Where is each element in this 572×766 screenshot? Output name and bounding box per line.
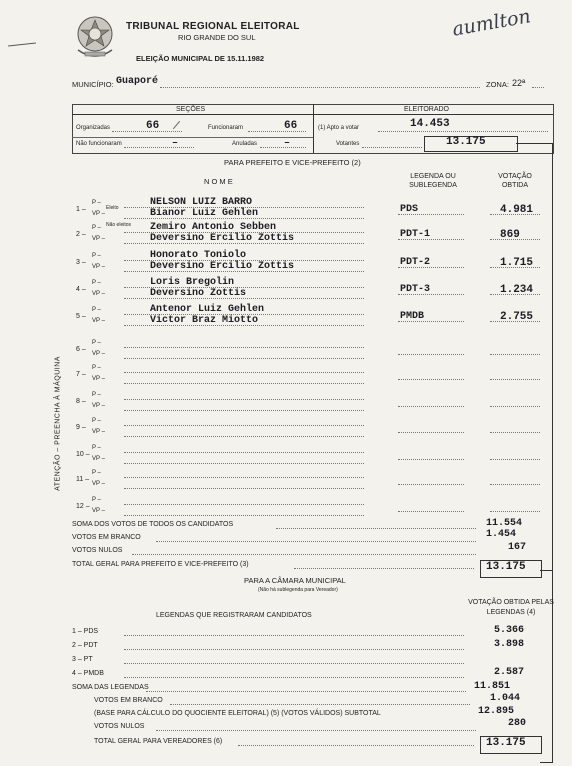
camara-total-value: 13.175 xyxy=(486,737,526,749)
camara-total-dots xyxy=(238,745,474,746)
col-legendas: LEGENDAS QUE REGISTRARAM CANDIDATOS xyxy=(156,612,312,619)
apto-dots xyxy=(378,131,548,132)
vp-label: VP – xyxy=(92,264,105,270)
p-label: P – xyxy=(92,307,101,313)
vp-label: VP – xyxy=(92,236,105,242)
zona-dots xyxy=(532,87,544,88)
votos-value: 2.755 xyxy=(500,311,534,323)
bracket-vereador xyxy=(540,762,552,763)
prefeito-total-label: TOTAL GERAL PARA PREFEITO E VICE-PREFEITO (3) xyxy=(72,561,249,568)
camara-nulos-label: VOTOS NULOS xyxy=(94,723,145,730)
legenda-dots xyxy=(398,459,464,460)
camara-soma-value: 11.851 xyxy=(474,681,511,692)
nao-funcionaram-dots xyxy=(124,147,194,148)
legenda-value: PDT-3 xyxy=(400,284,431,295)
nao-funcionaram-label: Não funcionaram xyxy=(76,141,122,147)
vp-label: VP – xyxy=(92,403,105,409)
candidate-row-number: 6 – xyxy=(76,346,86,353)
p-label: P – xyxy=(92,253,101,259)
votantes-dots xyxy=(362,147,422,148)
votos-dots xyxy=(490,432,540,433)
anuladas-value: – xyxy=(284,138,291,149)
camara-nulos-value: 280 xyxy=(508,718,527,729)
p-label: P – xyxy=(92,365,101,371)
camara-soma-dots xyxy=(146,691,466,692)
legenda-value: PDT-1 xyxy=(400,229,431,240)
camara-legenda-label: 4 – PMDB xyxy=(72,670,104,677)
tribunal-subtitle: RIO GRANDE DO SUL xyxy=(178,33,256,42)
funcionaram-dots xyxy=(248,131,306,132)
vp-dots xyxy=(124,410,364,411)
candidate-row-number: 7 – xyxy=(76,371,86,378)
secoes-row-rule xyxy=(72,137,313,138)
table-divider xyxy=(313,104,314,153)
votos-value: 1.715 xyxy=(500,257,534,269)
vp-label: VP – xyxy=(92,376,105,382)
vp-label: VP – xyxy=(92,429,105,435)
legenda-value: PDT-2 xyxy=(400,257,431,268)
apto-label: (1) Apto a votar xyxy=(318,125,360,131)
vp-dots xyxy=(124,463,364,464)
camara-base-value: 12.895 xyxy=(478,706,515,717)
candidate-row-number: 8 – xyxy=(76,398,86,405)
margin-mark xyxy=(8,43,36,47)
prefeito-soma-value: 11.554 xyxy=(486,518,523,529)
camara-soma-label: SOMA DAS LEGENDAS xyxy=(72,684,149,691)
nao-eleitos-label: Não eleitos xyxy=(106,222,132,228)
prefeito-total-value: 13.175 xyxy=(486,561,526,573)
vp-label: VP – xyxy=(92,456,105,462)
anuladas-label: Anuladas xyxy=(232,141,258,147)
col-votacao: VOTAÇÃO OBTIDA xyxy=(498,173,532,189)
vp-label: VP – xyxy=(92,291,105,297)
vp-label: VP – xyxy=(92,481,105,487)
camara-legenda-label: 3 – PT xyxy=(72,656,93,663)
candidate-row-number: 9 – xyxy=(76,424,86,431)
prefeito-candidate-name: Loris Bregolin xyxy=(150,277,235,288)
votos-dots xyxy=(490,459,540,460)
prefeito-candidate-name: Honorato Toniolo xyxy=(150,250,247,261)
prefeito-candidate-name: Zemiro Antonio Sebben xyxy=(150,222,277,233)
candidate-row-number: 5 – xyxy=(76,313,86,320)
apto-value: 14.453 xyxy=(410,118,450,130)
side-instruction: ATENÇÃO – PREENCHA À MÁQUINA xyxy=(54,356,62,491)
camara-legenda-label: 1 – PDS xyxy=(72,628,99,635)
camara-legenda-dots xyxy=(124,663,464,664)
camara-title: PARA A CÂMARA MUNICIPAL xyxy=(244,576,346,585)
col-nome: N O M E xyxy=(204,177,233,186)
candidate-row-number: 3 – xyxy=(76,259,86,266)
p-label: P – xyxy=(92,497,101,503)
vice-candidate-name: Deversino Zottis xyxy=(150,288,247,299)
vice-candidate-name: Victor Braz Miotto xyxy=(150,315,259,326)
p-dots xyxy=(124,425,364,426)
camara-legenda-votos: 2.587 xyxy=(494,667,525,678)
vp-dots xyxy=(124,383,364,384)
candidate-row-number: 11 – xyxy=(76,476,90,483)
prefeito-nulos-value: 167 xyxy=(508,542,527,553)
municipio-dots xyxy=(160,87,480,88)
eleito-label: Eleito xyxy=(106,205,119,211)
camara-total-label: TOTAL GERAL PARA VEREADORES (6) xyxy=(94,738,223,745)
camara-legenda-dots xyxy=(124,649,464,650)
coat-of-arms-emblem xyxy=(72,12,118,62)
votos-value: 1.234 xyxy=(500,284,534,296)
p-label: P – xyxy=(92,280,101,286)
vp-label: VP – xyxy=(92,508,105,514)
vp-dots xyxy=(124,358,364,359)
tribunal-title: TRIBUNAL REGIONAL ELEITORAL xyxy=(126,21,300,32)
camara-legenda-votos: 5.366 xyxy=(494,625,525,636)
bracket-vertical xyxy=(552,143,553,763)
legenda-dots xyxy=(398,406,464,407)
vp-label: VP – xyxy=(92,351,105,357)
prefeito-soma-label: SOMA DOS VOTOS DE TODOS OS CANDIDATOS xyxy=(72,521,234,528)
legenda-dots xyxy=(398,484,464,485)
p-dots xyxy=(124,452,364,453)
candidate-row-number: 12 – xyxy=(76,503,90,510)
p-dots xyxy=(124,504,364,505)
p-label: P – xyxy=(92,200,101,206)
camara-brancos-dots xyxy=(170,704,470,705)
nao-funcionaram-value: – xyxy=(172,138,179,149)
anuladas-dots xyxy=(260,147,306,148)
p-label: P – xyxy=(92,418,101,424)
organizadas-value: 66 xyxy=(146,120,160,132)
prefeito-title: PARA PREFEITO E VICE-PREFEITO (2) xyxy=(224,158,361,167)
legenda-value: PDS xyxy=(400,204,419,215)
legenda-dots xyxy=(398,354,464,355)
col-legenda: LEGENDA OU SUBLEGENDA xyxy=(409,173,457,189)
prefeito-nulos-label: VOTOS NULOS xyxy=(72,547,123,554)
signature: aumlton xyxy=(450,5,533,41)
votos-value: 869 xyxy=(500,229,520,241)
p-dots xyxy=(124,372,364,373)
camara-nulos-dots xyxy=(156,730,476,731)
candidate-row-number: 10 – xyxy=(76,451,90,458)
p-dots xyxy=(124,347,364,348)
prefeito-candidate-name: Antenor Luiz Gehlen xyxy=(150,304,265,315)
p-label: P – xyxy=(92,392,101,398)
election-title: ELEIÇÃO MUNICIPAL DE 15.11.1982 xyxy=(136,54,265,63)
funcionaram-label: Funcionaram xyxy=(208,125,244,131)
candidate-row-number: 2 – xyxy=(76,231,86,238)
camara-legenda-votos: 3.898 xyxy=(494,639,525,650)
prefeito-candidate-name: NELSON LUIZ BARRO xyxy=(150,197,253,208)
funcionaram-value: 66 xyxy=(284,120,298,132)
eleitorado-title: ELEITORADO xyxy=(404,106,449,113)
vp-dots xyxy=(124,436,364,437)
votos-dots xyxy=(490,484,540,485)
bracket-top xyxy=(516,143,552,144)
votos-value: 4.981 xyxy=(500,204,534,216)
vp-dots xyxy=(124,488,364,489)
camara-note: (Não há sublegenda para Vereador) xyxy=(258,587,338,593)
vp-label: VP – xyxy=(92,318,105,324)
camara-legenda-dots xyxy=(124,677,464,678)
p-dots xyxy=(124,399,364,400)
p-label: P – xyxy=(92,225,101,231)
votos-dots xyxy=(490,511,540,512)
vp-dots xyxy=(124,515,364,516)
vp-label: VP – xyxy=(92,211,105,217)
votantes-value: 13.175 xyxy=(446,136,486,148)
votantes-label: Votantes xyxy=(336,141,360,147)
camara-legenda-label: 2 – PDT xyxy=(72,642,98,649)
p-label: P – xyxy=(92,470,101,476)
prefeito-nulos-dots xyxy=(132,554,476,555)
candidate-row-number: 1 – xyxy=(76,206,86,213)
votos-dots xyxy=(490,406,540,407)
legenda-value: PMDB xyxy=(400,311,425,322)
p-label: P – xyxy=(92,340,101,346)
candidate-row-number: 4 – xyxy=(76,286,86,293)
camara-legenda-dots xyxy=(124,635,464,636)
legenda-dots xyxy=(398,511,464,512)
prefeito-brancos-label: VOTOS EM BRANCO xyxy=(72,534,141,541)
prefeito-soma-dots xyxy=(276,528,476,529)
col-votacao-legendas: VOTAÇÃO OBTIDA PELAS LEGENDAS (4) xyxy=(468,599,554,616)
p-dots xyxy=(124,477,364,478)
vice-candidate-name: Deversino Ercilio Zottis xyxy=(150,233,295,244)
votos-dots xyxy=(490,354,540,355)
municipio-value: Guaporé xyxy=(116,76,159,87)
votos-dots xyxy=(490,379,540,380)
zona-label: ZONA: xyxy=(486,80,509,89)
secoes-title: SEÇÕES xyxy=(176,106,206,113)
zona-value: 22ª xyxy=(512,78,526,88)
prefeito-brancos-dots xyxy=(156,541,476,542)
prefeito-brancos-value: 1.454 xyxy=(486,529,517,540)
vice-candidate-name: Bianor Luiz Gehlen xyxy=(150,208,259,219)
camara-brancos-label: VOTOS EM BRANCO xyxy=(94,697,163,704)
vice-candidate-name: Deversino Ercilio Zottis xyxy=(150,261,295,272)
municipio-label: MUNICÍPIO: xyxy=(72,80,114,89)
legenda-dots xyxy=(398,432,464,433)
legenda-dots xyxy=(398,379,464,380)
p-label: P – xyxy=(92,445,101,451)
organizadas-label: Organizadas xyxy=(76,125,111,131)
camara-brancos-value: 1.044 xyxy=(490,693,521,704)
camara-base-label: (BASE PARA CÁLCULO DO QUOCIENTE ELEITORAL) (5) (VOTOS VÁLIDOS) SUBTOTAL xyxy=(94,710,381,717)
prefeito-total-dots xyxy=(294,568,474,569)
